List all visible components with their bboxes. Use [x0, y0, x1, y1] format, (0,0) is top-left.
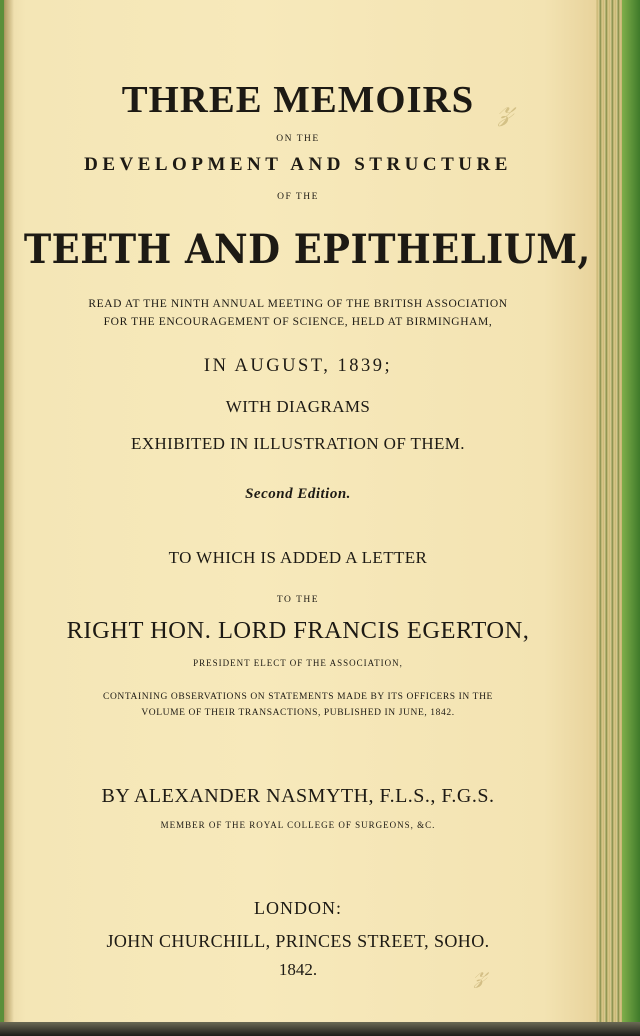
read-at-line-2: FOR THE ENCOURAGEMENT OF SCIENCE, HELD AT BIRMINGHAM,: [103, 316, 493, 328]
of-the-text: OF THE: [277, 192, 319, 202]
subtitle-teeth: TEETH AND EPITHELIUM,: [23, 226, 591, 273]
containing-line-2: VOLUME OF THEIR TRANSACTIONS, PUBLISHED IN JUNE, 1842.: [141, 708, 455, 718]
member-text: MEMBER OF THE ROYAL COLLEGE OF SURGEONS, &C.: [160, 820, 436, 830]
read-at-line-1: READ AT THE NINTH ANNUAL MEETING OF THE BRITISH ASSOCIATION: [88, 298, 508, 310]
pencil-mark-bottom: 𝓏: [474, 958, 488, 989]
pencil-mark: 𝓏: [498, 90, 514, 127]
recipient-name: RIGHT HON. LORD FRANCIS EGERTON,: [66, 617, 530, 644]
added-letter-text: TO WHICH IS ADDED A LETTER: [168, 548, 428, 567]
exhibited-text: EXHIBITED IN ILLUSTRATION OF THEM.: [131, 434, 465, 453]
subtitle-development: DEVELOPMENT AND STRUCTURE: [84, 154, 512, 175]
right-edge-strip: [622, 0, 640, 1036]
with-diagrams: WITH DIAGRAMS: [225, 397, 371, 416]
president-text: PRESIDENT ELECT OF THE ASSOCIATION,: [193, 658, 403, 668]
to-the-text: TO THE: [276, 595, 320, 605]
city-text: LONDON:: [254, 898, 342, 918]
august-date: IN AUGUST, 1839;: [203, 356, 393, 376]
containing-line-1: CONTAINING OBSERVATIONS ON STATEMENTS MADE BY ITS OFFICERS IN THE: [103, 692, 493, 702]
publisher-text: JOHN CHURCHILL, PRINCES STREET, SOHO.: [106, 931, 490, 951]
book-title: THREE MEMOIRS: [121, 79, 475, 121]
bottom-edge: [0, 1022, 640, 1036]
year-text: 1842.: [278, 960, 318, 979]
on-the-text: ON THE: [276, 134, 320, 144]
author-line: BY ALEXANDER NASMYTH, F.L.S., F.G.S.: [101, 785, 495, 807]
edition-text: Second Edition.: [245, 486, 351, 502]
